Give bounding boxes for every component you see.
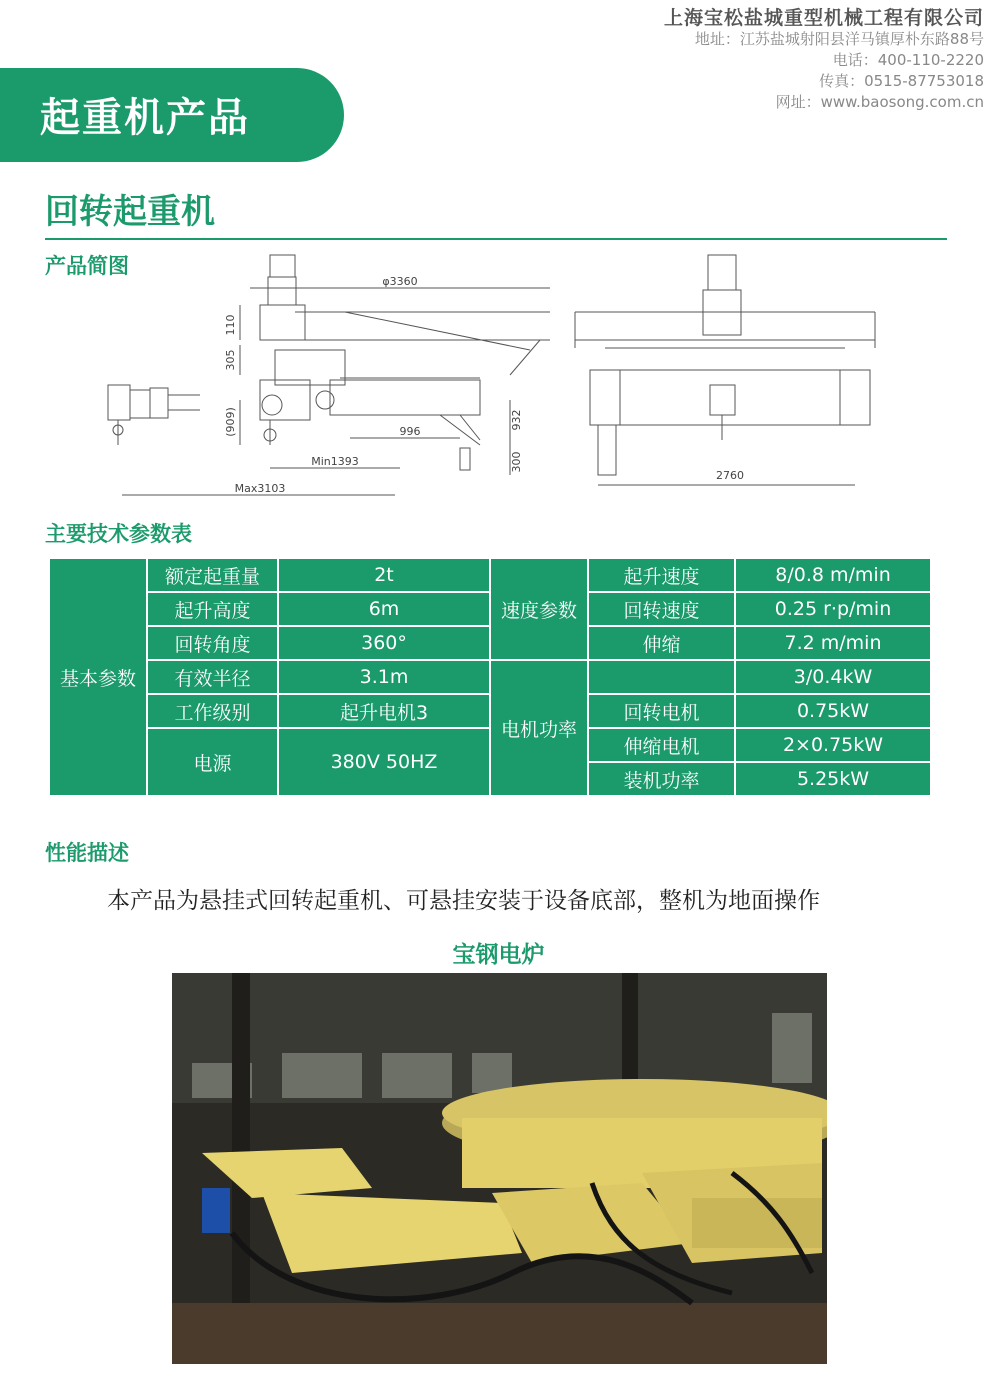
param-label: 伸缩 (588, 626, 735, 660)
company-website: 网址：www.baosong.com.cn (775, 93, 984, 111)
param-value: 2×0.75kW (735, 728, 931, 762)
dim-932: 932 (510, 409, 523, 431)
group-speed: 速度参数 (490, 558, 588, 660)
param-label: 电源 (147, 728, 278, 796)
company-fax: 传真：0515-87753018 (819, 72, 984, 90)
param-value: 起升电机3 (278, 694, 490, 728)
dim-max: Max3103 (234, 482, 286, 495)
param-label: 回转速度 (588, 592, 735, 626)
product-title: 回转起重机 (45, 192, 215, 232)
table-row (49, 660, 931, 694)
param-label: 伸缩电机 (588, 728, 735, 762)
param-value: 3.1m (278, 660, 490, 694)
param-value: 0.75kW (735, 694, 931, 728)
company-phone: 电话：400-110-2220 (832, 51, 984, 69)
company-address: 地址：江苏盐城射阳县洋马镇厚朴东路88号 (694, 30, 984, 48)
param-value: 360° (278, 626, 490, 660)
param-value: 7.2 m/min (735, 626, 931, 660)
param-label: 起升高度 (147, 592, 278, 626)
photo-caption: 宝钢电炉 (452, 942, 545, 968)
param-label: 额定起重量 (147, 558, 278, 592)
param-label (588, 660, 735, 694)
dim-305: 305 (224, 349, 237, 371)
category-banner (0, 68, 344, 162)
company-name: 上海宝松盐城重型机械工程有限公司 (663, 7, 984, 29)
param-label: 装机功率 (588, 762, 735, 796)
company-info (664, 8, 984, 113)
param-value: 5.25kW (735, 762, 931, 796)
dim-diameter: φ3360 (382, 275, 418, 288)
group-motor: 电机功率 (490, 660, 588, 796)
dim-2760: 2760 (716, 469, 744, 482)
side-view-frame (108, 385, 130, 420)
param-value: 0.25 r·p/min (735, 592, 931, 626)
param-label: 回转角度 (147, 626, 278, 660)
title-divider (45, 238, 947, 240)
section-performance-heading: 性能描述 (45, 841, 129, 865)
dim-min: Min1393 (311, 455, 359, 468)
dim-909: (909) (224, 407, 237, 437)
param-label: 回转电机 (588, 694, 735, 728)
group-basic: 基本参数 (49, 558, 147, 796)
dim-110: 110 (224, 314, 237, 336)
section-drawing-heading: 产品简图 (45, 254, 129, 278)
param-label: 有效半径 (147, 660, 278, 694)
param-value: 380V 50HZ (278, 728, 490, 796)
section-specs-heading: 主要技术参数表 (45, 522, 192, 546)
param-value: 8/0.8 m/min (735, 558, 931, 592)
dim-996: 996 (399, 425, 421, 438)
param-value: 2t (278, 558, 490, 592)
dim-300: 300 (510, 451, 523, 473)
param-label: 工作级别 (147, 694, 278, 728)
spec-table (48, 557, 932, 797)
technical-drawing (100, 250, 890, 500)
param-value: 3/0.4kW (735, 660, 931, 694)
table-row (49, 558, 931, 592)
param-value: 6m (278, 592, 490, 626)
product-photo (172, 973, 827, 1364)
product-description: 本产品为悬挂式回转起重机、可悬挂安装于设备底部，整机为地面操作 (107, 888, 820, 914)
banner-title: 起重机产品 (40, 95, 250, 141)
param-label: 起升速度 (588, 558, 735, 592)
